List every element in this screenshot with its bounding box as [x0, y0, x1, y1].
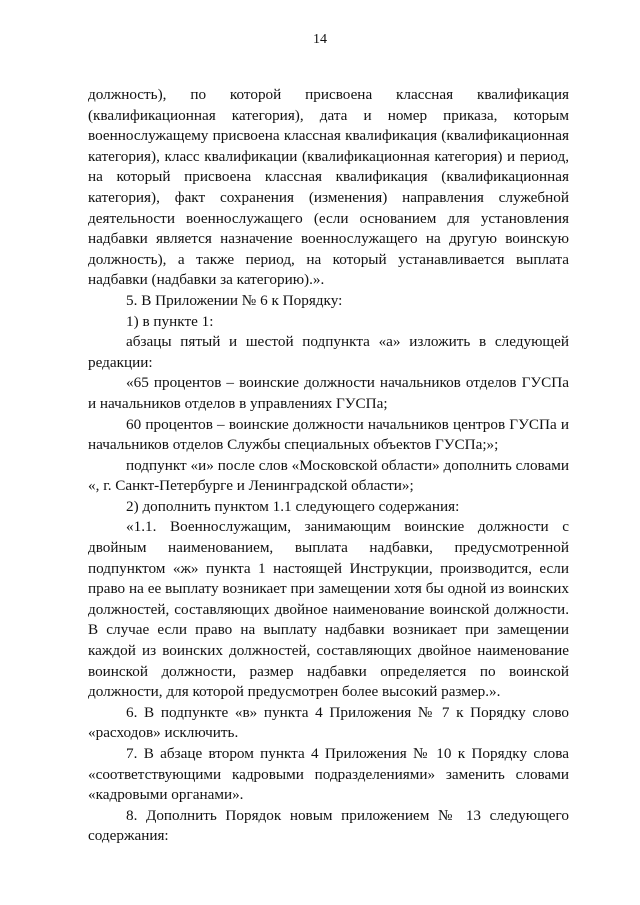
- paragraph: должность), по которой присвоена классная квалификация (квалификационная категория), дата и номер приказа, которым военнослужащему присвоена классная квалификация (квалификационная категория), класс квалификации (квалификационная категория) и период, на который присвоена классная квалификация (квалификационная категория), факт сохранения (изменения) направления служебной деятельности военнослужащего (если основанием для установления надбавки является назначение военнослужащего на другую воинскую должность), а также период, на который устанавливается выплата надбавки (надбавки за категорию).».: [88, 86, 569, 289]
- paragraph: 6. В подпункте «в» пункта 4 Приложения № 7 к Порядку слово «расходов» исключить.: [88, 703, 569, 742]
- paragraph: подпункт «и» после слов «Московской области» дополнить словами «, г. Санкт-Петербурге и Ленинградской области»;: [88, 456, 569, 495]
- page-number: 14: [313, 32, 327, 47]
- paragraph: 8. Дополнить Порядок новым приложением № 13 следующего содержания:: [88, 806, 569, 845]
- paragraph: «1.1. Военнослужащим, занимающим воинские должности с двойным наименованием, выплата надбавки, предусмотренной подпунктом «ж» пункта 1 настоящей Инструкции, производится, если право на ее выплату возникает при замещении хотя бы одной из воинских должностей, составляющих двойное наименование воинской должности. В случае если право на выплату надбавки возникает при замещении каждой из воинских должностей, составляющих двойное наименование воинской должности, размер надбавки определяется по воинской должности, для которой предусмотрен более высокий размер.».: [88, 518, 569, 701]
- paragraph: 1) в пункте 1:: [126, 312, 214, 330]
- document-body: [88, 85, 569, 847]
- paragraph: 2) дополнить пунктом 1.1 следующего содержания:: [126, 497, 460, 515]
- paragraph: 60 процентов – воинские должности начальников центров ГУСПа и начальников отделов Службы специальных объектов ГУСПа;»;: [88, 415, 569, 454]
- paragraph: 7. В абзаце втором пункта 4 Приложения № 10 к Порядку слова «соответствующими кадровыми подразделениями» заменить словами «кадровыми органами».: [88, 745, 569, 804]
- paragraph: 5. В Приложении № 6 к Порядку:: [126, 291, 343, 309]
- paragraph: «65 процентов – воинские должности начальников отделов ГУСПа и начальников отделов в управлениях ГУСПа;: [88, 374, 569, 412]
- paragraph: абзацы пятый и шестой подпункта «а» изложить в следующей редакции:: [88, 333, 569, 371]
